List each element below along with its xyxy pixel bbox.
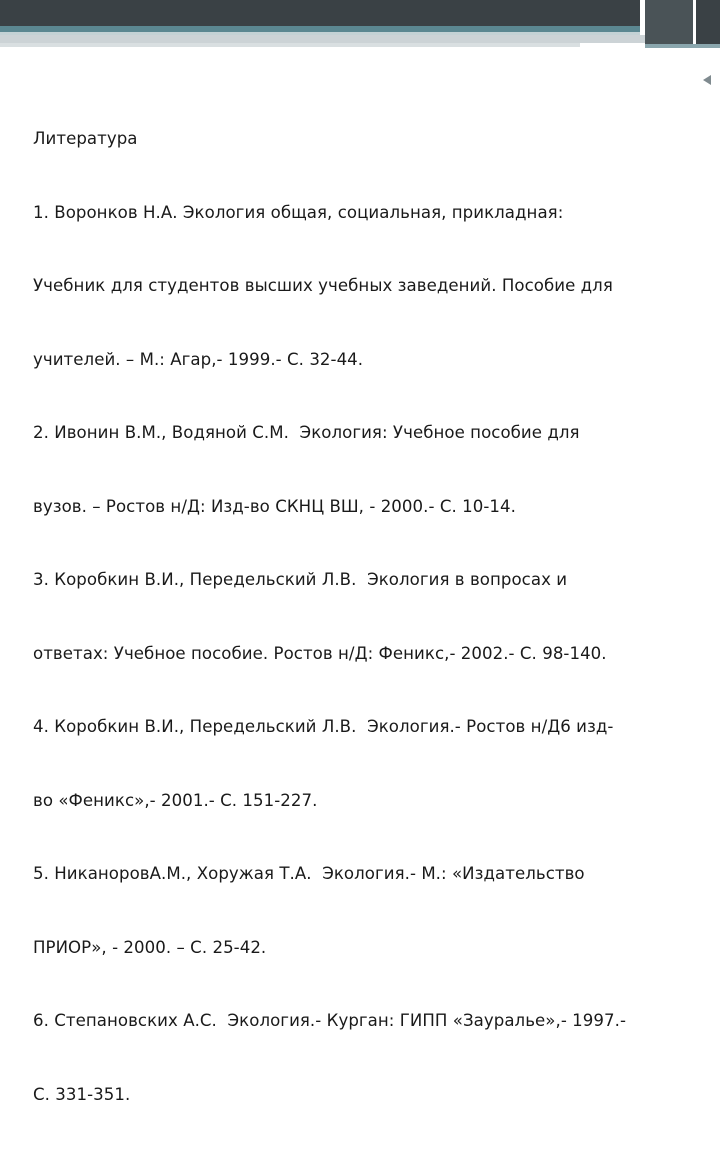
header-gray-strip: [0, 35, 665, 43]
references-heading: Литература: [33, 129, 138, 148]
reference-line: С. 331-351.: [33, 1084, 131, 1104]
reference-line: 3. Коробкин В.И., Передельский Л.В. Экология в вопросах и: [33, 570, 568, 589]
reference-line: во «Феникс»,- 2001.- С. 151-227.: [33, 790, 318, 810]
reference-line: 1. Воронков Н.А. Экология общая, социальная, прикладная:: [33, 202, 564, 222]
reference-line: вузов. – Ростов н/Д: Изд-во СКНЦ ВШ, - 2000.- С. 10-14.: [33, 496, 516, 516]
header-corner-block: [696, 0, 720, 48]
reference-line: 5. НиканоровА.М., Хоружая Т.А. Экология.- М.: «Издательство: [33, 864, 585, 883]
reference-line: 2. Ивонин В.М., Водяной С.М. Экология: Учебное пособие для: [33, 423, 580, 442]
reference-line: 4. Коробкин В.И., Передельский Л.В. Экология.- Ростов н/Д6 изд-: [33, 717, 614, 736]
reference-line: Учебник для студентов высших учебных заведений. Пособие для: [33, 276, 613, 295]
header-corner-teal: [645, 44, 720, 48]
header-gray-strip-secondary: [0, 43, 580, 47]
reference-line: ПРИОР», - 2000. – С. 25-42.: [33, 937, 267, 957]
reference-line: ответах: Учебное пособие. Ростов н/Д: Феникс,- 2002.- С. 98-140.: [33, 643, 607, 663]
references-text: [33, 78, 683, 1156]
reference-line: 6. Степановских А.С. Экология.- Курган: ГИПП «Зауралье»,- 1997.-: [33, 1011, 626, 1030]
reference-line: учителей. – М.: Агар,- 1999.- С. 32-44.: [33, 349, 364, 369]
header-corner-accent: [645, 0, 693, 44]
triangle-marker-icon: [703, 75, 711, 85]
header-dark-bar: [0, 0, 640, 26]
